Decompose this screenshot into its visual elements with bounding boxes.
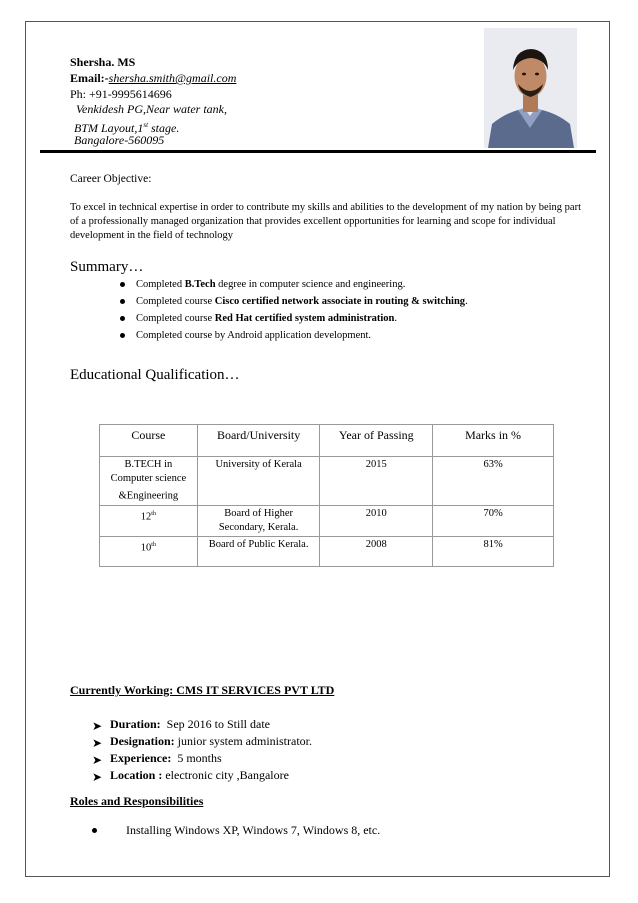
roles-item bbox=[92, 822, 380, 839]
roles-item-text: Installing Windows XP, Windows 7, Windows 8, etc. bbox=[126, 823, 381, 837]
address-line-3: Bangalore-560095 bbox=[74, 133, 165, 147]
bullet-icon bbox=[120, 333, 125, 338]
bullet-icon bbox=[120, 282, 125, 287]
candidate-name: Shersha. MS bbox=[70, 55, 136, 69]
course-cell bbox=[100, 457, 198, 506]
course-cell bbox=[100, 505, 198, 536]
year-cell: 2008 bbox=[320, 536, 433, 566]
board-cell: University of Kerala bbox=[197, 457, 320, 506]
address-line-2-post: stage. bbox=[148, 121, 180, 135]
course-text: 10 bbox=[140, 542, 152, 553]
profile-photo-image bbox=[484, 28, 577, 148]
work-detail-label: Experience: bbox=[110, 751, 172, 765]
email-label: Email:- bbox=[70, 71, 109, 85]
table-header-row bbox=[100, 425, 554, 457]
summary-bold: Red Hat certified system administration bbox=[214, 313, 395, 324]
summary-heading: Summary… bbox=[70, 259, 144, 275]
marks-cell: 70% bbox=[433, 505, 554, 536]
arrow-bullet-icon: ➤ bbox=[92, 753, 103, 767]
arrow-bullet-icon: ➤ bbox=[92, 770, 103, 784]
work-detail-label: Duration: bbox=[110, 717, 161, 731]
marks-cell: 81% bbox=[433, 536, 554, 566]
board-cell: Board of Public Kerala. bbox=[197, 536, 320, 566]
course-text: B.TECH in Computer science &Engineering bbox=[110, 459, 187, 502]
summary-item bbox=[120, 310, 590, 327]
summary-text: degree in computer science and engineering. bbox=[215, 279, 406, 290]
bullet-icon bbox=[92, 828, 97, 833]
summary-text: Completed bbox=[136, 279, 185, 290]
table-row bbox=[100, 536, 554, 566]
education-heading: Educational Qualification… bbox=[70, 367, 240, 383]
year-cell: 2010 bbox=[320, 505, 433, 536]
email-link[interactable]: shersha.smith@gmail.com bbox=[108, 71, 237, 85]
summary-text: . bbox=[465, 296, 468, 307]
career-objective-heading: Career Objective: bbox=[70, 173, 152, 185]
column-header: Board/University bbox=[197, 425, 320, 457]
summary-list bbox=[120, 276, 590, 344]
column-header: Marks in % bbox=[433, 425, 554, 457]
table-row bbox=[100, 505, 554, 536]
board-cell: Board of Higher Secondary, Kerala. bbox=[197, 505, 320, 536]
work-detail-value: junior system administrator. bbox=[174, 734, 312, 748]
summary-item bbox=[120, 293, 590, 310]
work-detail-item bbox=[92, 733, 312, 750]
education-table bbox=[99, 424, 554, 567]
work-detail-label: Location : bbox=[110, 768, 163, 782]
summary-item bbox=[120, 327, 590, 344]
phone-line: Ph: +91-9995614696 bbox=[70, 87, 172, 101]
arrow-bullet-icon: ➤ bbox=[92, 719, 103, 733]
work-details-list bbox=[92, 716, 312, 784]
address-line-2-pre: BTM Layout,1 bbox=[74, 121, 144, 135]
work-detail-item bbox=[92, 767, 312, 784]
marks-cell: 63% bbox=[433, 457, 554, 506]
header-divider bbox=[40, 150, 596, 153]
bullet-icon bbox=[120, 316, 125, 321]
summary-bold: B.Tech bbox=[184, 279, 216, 290]
summary-bold: Cisco certified network associate in routing & switching bbox=[214, 296, 466, 307]
course-sup: th bbox=[151, 541, 156, 548]
work-detail-value: Sep 2016 to Still date bbox=[160, 717, 271, 731]
email-line bbox=[70, 70, 236, 86]
year-cell: 2015 bbox=[320, 457, 433, 506]
work-heading: Currently Working: CMS IT SERVICES PVT LTD bbox=[70, 683, 335, 697]
summary-text: Completed course bbox=[136, 296, 215, 307]
summary-text: . bbox=[394, 313, 397, 324]
course-cell bbox=[100, 536, 198, 566]
summary-item bbox=[120, 276, 590, 293]
address-line-2-sup: st bbox=[143, 121, 149, 129]
summary-text: Completed course bbox=[136, 313, 215, 324]
address-line-1: Venkidesh PG,Near water tank, bbox=[76, 102, 227, 116]
column-header: Year of Passing bbox=[320, 425, 433, 457]
work-detail-item bbox=[92, 750, 312, 767]
work-detail-label: Designation: bbox=[110, 734, 175, 748]
work-detail-item bbox=[92, 716, 312, 733]
career-objective-text: To excel in technical expertise in order to contribute my skills and abilities to the development of my nation by being part of a professionally managed organization that provides excellent opportunities for learning and scope for individual development in the field of technology bbox=[70, 202, 582, 241]
profile-photo bbox=[484, 28, 577, 148]
work-detail-value: 5 months bbox=[171, 751, 222, 765]
course-text: 12 bbox=[140, 511, 152, 522]
column-header: Course bbox=[100, 425, 198, 457]
bullet-icon bbox=[120, 299, 125, 304]
course-sup: th bbox=[151, 510, 156, 517]
arrow-bullet-icon: ➤ bbox=[92, 736, 103, 750]
work-detail-value: electronic city ,Bangalore bbox=[162, 768, 289, 782]
roles-heading: Roles and Responsibilities bbox=[70, 794, 204, 808]
summary-text: Completed course by Android application development. bbox=[136, 330, 372, 341]
table-row bbox=[100, 457, 554, 506]
